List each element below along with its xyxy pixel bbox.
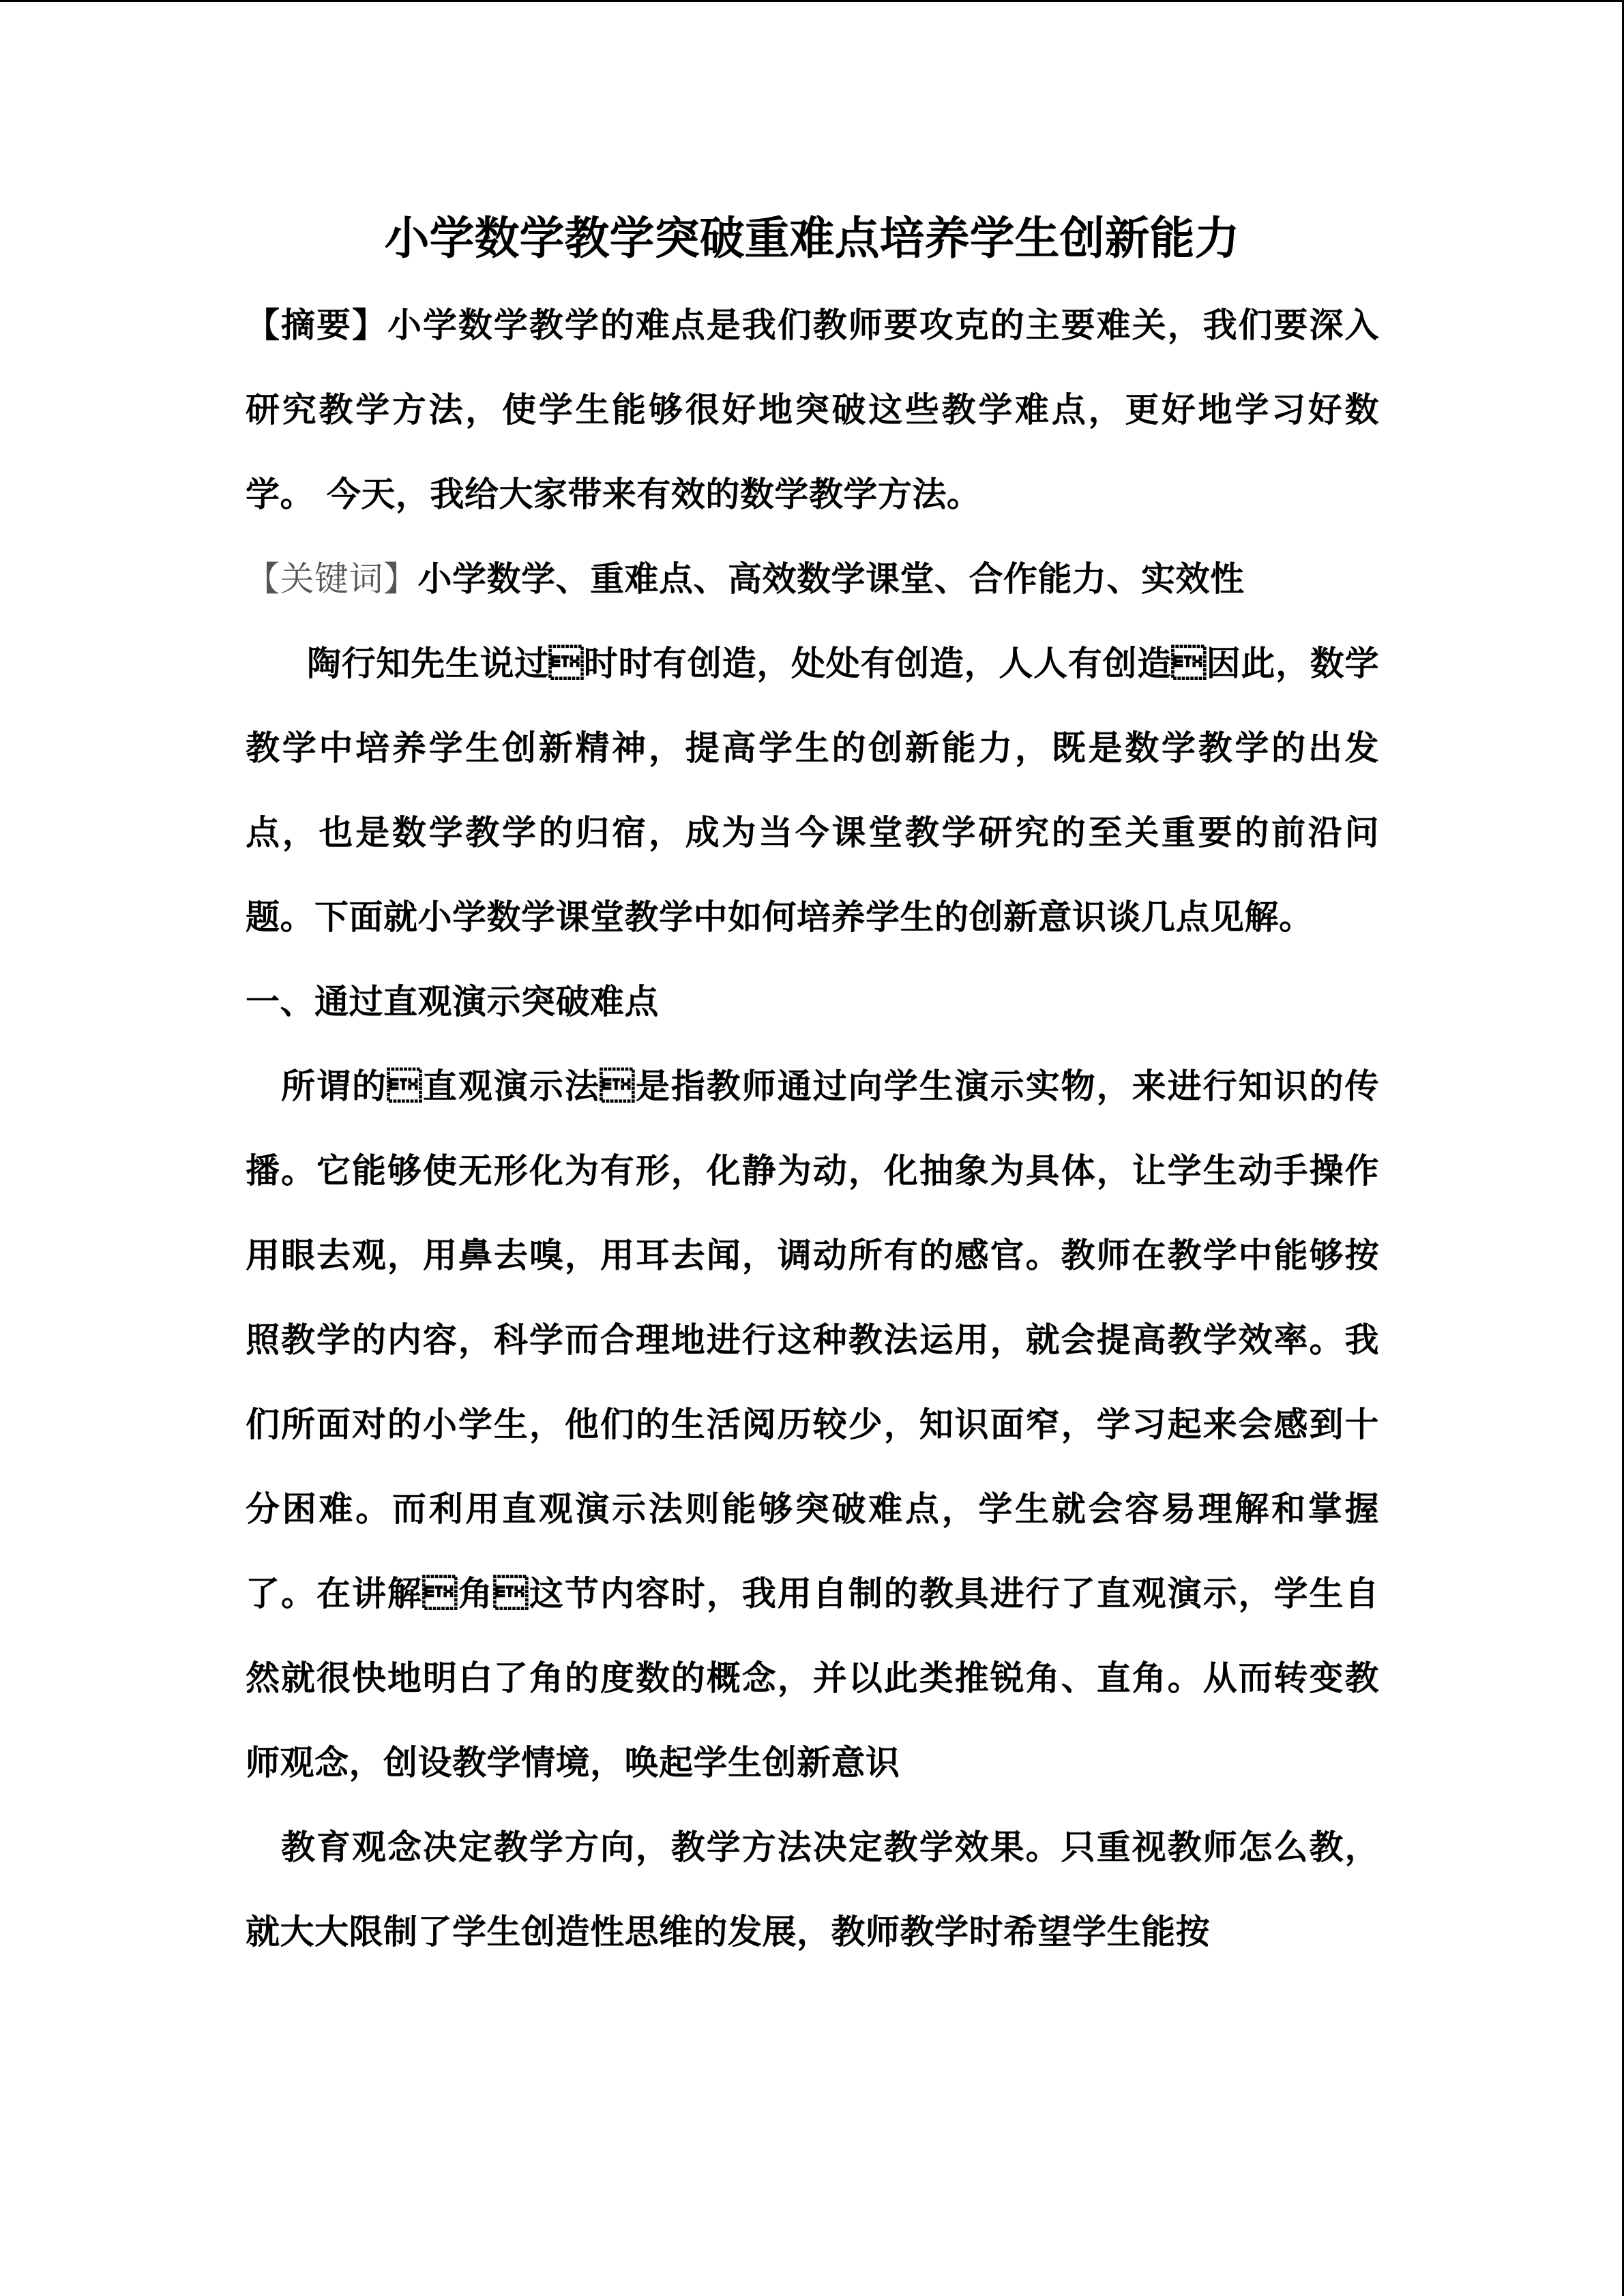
abstract-paragraph bbox=[246, 283, 1379, 537]
section-2-paragraph: 教育观念决定教学方向，教学方法决定教学效果。只重视教师怎么教，就大大限制了学生创造性思维的发展，教师教学时希望学生能按 bbox=[246, 1828, 1379, 1952]
keywords-text: 小学数学、重难点、高效数学课堂、合作能力、实效性 bbox=[417, 559, 1245, 599]
document-title: 小学数学教学突破重难点培养学生创新能力 bbox=[384, 212, 1240, 265]
intro-paragraph: 陶行知先生说过时时有创造，处处有创造，人人有创造因此，数学教学中培养学生创新精神，提高学生的创新能力，既是数学教学的出发点，也是数学教学的归宿，成为当今课堂教学研究的至关重要的前沿问题。下面就小学数学课堂教学中如何培养学生的创新意识谈几点见解。 bbox=[246, 644, 1379, 937]
keywords-paragraph bbox=[246, 537, 1379, 621]
page-border-top bbox=[0, 0, 1624, 2]
keywords-label: 【关键词】 bbox=[246, 559, 418, 599]
section-1-paragraph: 所谓的直观演示法是指教师通过向学生演示实物，来进行知识的传播。它能够使无形化为有形，化静为动，化抽象为具体，让学生动手操作用眼去观，用鼻去嗅，用耳去闻，调动所有的感官。教师在教学中能够按照教学的内容，科学而合理地进行这种教法运用，就会提高教学效率。我们所面对的小学生，他们的生活阅历较少，知识面窄，学习起来会感到十分困难。而利用直观演示法则能够突破难点，学生就会容易理解和掌握了。在讲解角这节内容时，我用自制的教具进行了直观演示，学生自然就很快地明白了角的度数的概念，并以此类推锐角、直角。从而转变教师观念，创设教学情境，唤起学生创新意识 bbox=[246, 1067, 1379, 1783]
abstract-text: 小学数学教学的难点是我们教师要攻克的主要难关，我们要深入研究教学方法，使学生能够很好地突破这些教学难点，更好地学习好数学。 今天，我给大家带来有效的数学教学方法。 bbox=[246, 305, 1380, 514]
section-1-heading: 一、通过直观演示突破难点 bbox=[246, 982, 659, 1022]
abstract-label: 【摘要】 bbox=[246, 305, 387, 345]
document-body bbox=[246, 283, 1379, 1974]
